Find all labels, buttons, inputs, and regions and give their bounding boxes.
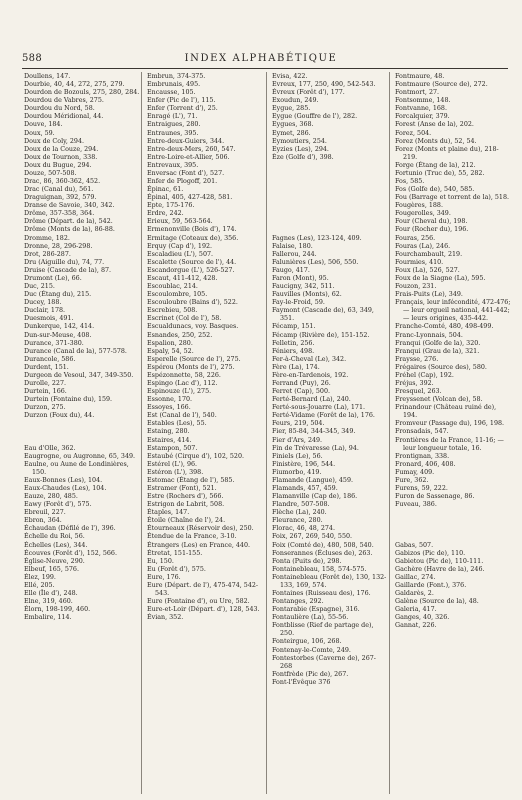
index-entry: Dourdou du Nord, 58. [24, 105, 95, 113]
index-entry: Élez, 199. [24, 573, 56, 581]
index-entry: Evreux, 177, 250, 490, 542-543. [272, 81, 376, 89]
index-entry: Flamande (Langue), 459. [272, 476, 354, 484]
index-entry: Estrigon de Labrit, 508. [147, 501, 225, 509]
index-entry: Fagnes (Les), 123-124, 409. [272, 234, 362, 242]
page-number: 588 [22, 53, 42, 64]
index-entry: Eure-et-Loir (Départ. d'), 128, 543. [147, 606, 260, 614]
index-entry: Enfer de Plogoff, 201. [147, 178, 218, 186]
index-entry: Espérou (Monts de l'), 275. [147, 363, 235, 371]
index-entry: Estérel (L'), 96. [147, 460, 198, 468]
index-entry: Eaulne, ou Aune de Londinières, 150. [24, 460, 129, 476]
index-entry: Espézonnette, 58, 226. [147, 371, 221, 379]
index-entry: Draguignan, 392, 579. [24, 194, 97, 202]
index-entry: Frontignan, 338. [395, 452, 450, 460]
index-entry: Durance (Canal de la), 577-578. [24, 347, 127, 355]
index-entry: Eauze, 280, 485. [24, 493, 78, 501]
index-entry: Durtein (Fontaine du), 159. [24, 396, 113, 404]
index-entry: Dromme, 182. [24, 234, 70, 242]
index-entry: Eyzies (Les), 294. [272, 145, 329, 153]
index-entry: Fonta (Puits de), 298. [272, 557, 342, 565]
index-entry: Entraunes, 395. [147, 129, 199, 137]
index-entry: Fou (Barrage et torrent de la), 518. [395, 194, 510, 202]
index-entry: Évian, 352. [147, 614, 184, 622]
index-entry: Drôme (Monts de la), 86-88. [24, 226, 115, 234]
letter-section-gap [24, 437, 140, 445]
index-entry: Fauvilles (Monts), 62. [272, 291, 342, 299]
letter-section-gap [24, 420, 140, 428]
index-entry: Erieux, 59, 563-564. [147, 218, 213, 226]
index-entry: Dunkerque, 142, 414. [24, 323, 95, 331]
index-entry: Fontmaure, 48. [395, 73, 445, 80]
index-entry: Estampon, 507. [147, 444, 198, 452]
index-entry: Furon de Sassenage, 86. [395, 493, 475, 501]
index-entry: Duc (Étang du), 215. [24, 291, 92, 299]
index-entry: Ferté-sous-Jouarre (La), 171. [272, 404, 366, 412]
index-entry: Ferret (Cap), 500. [272, 388, 330, 396]
index-entry: Esperelle (Source de l'), 275. [147, 355, 241, 363]
index-entry: Fay-le-Froid, 59. [272, 299, 325, 307]
index-entry: Estramer (Font), 521. [147, 484, 217, 492]
index-entry: Français, leur infécondité, 472-476; — leur orgueil national, 441-442; — leurs origines, 435-442. [395, 299, 511, 323]
index-entry: Fure, 362. [395, 476, 429, 484]
index-entry: Drôme, 357-358, 364. [24, 210, 95, 218]
index-entry: Falaise, 180. [272, 242, 313, 250]
index-entry: Fontvanne, 168. [395, 105, 447, 113]
index-entry: Essonne, 170. [147, 396, 193, 404]
letter-section-gap [272, 202, 388, 210]
index-entry: Drac (Canal du), 561. [24, 186, 94, 194]
index-entry: Eymet, 286. [272, 129, 311, 137]
index-entry: Fécamp (Rivière de), 151-152. [272, 331, 370, 339]
index-entry: Escrebieu, 508. [147, 307, 198, 315]
letter-section-gap [395, 517, 511, 525]
index-entry: Epte, 175-176. [147, 202, 195, 210]
index-column-4 [395, 73, 511, 630]
index-entry: Eygue, 285. [272, 105, 311, 113]
index-entry: Frais-Puits (Le), 349. [395, 291, 463, 299]
index-entry: Doux de Tournon, 338. [24, 153, 98, 161]
letter-section-gap [272, 162, 388, 170]
index-entry: Dourdon de Bozouls, 275, 280, 284. [24, 89, 140, 97]
index-entry: Ferrand (Puy), 26. [272, 379, 331, 387]
running-head: INDEX ALPHABÉTIQUE [184, 53, 338, 64]
index-entry: Eaugrogne, ou Augronne, 65, 349. [24, 452, 136, 460]
index-entry: Faugo, 417. [272, 266, 310, 274]
index-entry: Étretat, 151-155. [147, 549, 203, 557]
index-entry: Ganges, 40, 326. [395, 614, 450, 622]
index-entry: Eaux-Chaudes (Les), 104. [24, 484, 107, 492]
letter-section-gap [395, 533, 511, 541]
letter-section-gap [272, 170, 388, 178]
index-entry: Frontières de la France, 11-16; — leur longueur totale, 16. [395, 436, 504, 452]
index-entry: Forge (Étang de la), 212. [395, 161, 476, 169]
index-entry: Fougerolles, 349. [395, 210, 451, 218]
header-rule [22, 68, 508, 69]
index-entry: Eawy (Forêt d'), 575. [24, 501, 92, 509]
index-entry: Escoulombre, 105. [147, 291, 208, 299]
column-separator [389, 72, 390, 794]
index-entry: Ellé, 205. [24, 581, 55, 589]
index-entry: Entre-Loire-et-Allier, 506. [147, 153, 230, 161]
index-entry: Foix (Comté de), 480, 508, 540. [272, 541, 374, 549]
index-entry: Franqui (Golfe de la), 320. [395, 339, 481, 347]
index-entry: Durzon, 275. [24, 404, 66, 412]
index-entry: Espaly, 54, 52. [147, 347, 194, 355]
index-entry: Fécamp, 151. [272, 323, 316, 331]
index-entry: Forez (Monts du), 52, 54. [395, 137, 477, 145]
index-entry: Fier, 85-84, 344-345, 349. [272, 428, 356, 436]
index-entry: Flandre, 507-508. [272, 501, 330, 509]
index-entry: Galdarès, 2. [395, 590, 434, 597]
letter-section-gap [395, 525, 511, 533]
index-entry: Élorn, 198-199, 460. [24, 606, 91, 614]
index-entry: Durzon (Foux du), 44. [24, 412, 95, 420]
index-entry: Frégaires (Source des), 580. [395, 363, 487, 371]
index-entry: Fronard, 406, 408. [395, 460, 456, 468]
index-entry: Èze (Golfe d'), 398. [272, 153, 334, 161]
letter-section-gap [272, 218, 388, 226]
index-entry: Enragé (L'), 71. [147, 113, 198, 121]
index-entry: Fronsadais, 547. [395, 428, 449, 436]
index-entry: Fontblisse (Rief de partage de), 250. [272, 622, 374, 638]
index-entry: Forez, 504. [395, 129, 432, 137]
index-entry: Estaing, 280. [147, 428, 190, 436]
index-entry: Gaillarde (Font.), 376. [395, 581, 467, 589]
index-entry: Estéron (L'), 398. [147, 468, 204, 476]
index-entry: Erdre, 242. [147, 210, 184, 218]
index-entry: Evisa, 422. [272, 73, 308, 80]
index-entry: Eu (Forêt d'), 575. [147, 565, 206, 573]
index-entry: Doux de Coly, 294. [24, 137, 85, 145]
index-entry: Fouras (La), 246. [395, 242, 451, 250]
index-column-3 [272, 73, 388, 687]
index-entry: Franc-Lyonnais, 504. [395, 331, 463, 339]
index-entry: Doux de la Couze, 294. [24, 145, 99, 153]
index-entry: Espingo (Lac d'), 112. [147, 379, 218, 387]
index-entry: Entraigues, 280. [147, 121, 201, 129]
index-entry: Fontaines (Ruisseau des), 176. [272, 590, 371, 597]
index-entry: Étaples, 147. [147, 509, 190, 517]
index-entry: Flèche (La), 240. [272, 509, 327, 517]
index-entry: Franqui (Grau de la), 321. [395, 347, 480, 355]
index-entry: Fréhel (Cap), 192. [395, 371, 454, 379]
index-entry: Fortunio (Truc de), 55, 282. [395, 169, 485, 177]
index-entry: Escualdunacs, voy. Basques. [147, 323, 239, 331]
index-entry: Ermitage (Coteaux de), 356. [147, 234, 239, 242]
index-entry: Ermenonville (Bois d'), 174. [147, 226, 237, 234]
index-entry: Faucigny, 342, 511. [272, 283, 335, 291]
index-entry: Eure (Fontaine d'), ou Ure, 582. [147, 598, 250, 606]
index-entry: Fère (La), 174. [272, 363, 320, 371]
index-entry: Fréjus, 392. [395, 379, 434, 387]
index-entry: Fontfrède (Pic de), 267. [272, 670, 349, 678]
index-entry: Fos, 585. [395, 178, 425, 186]
letter-section-gap [272, 186, 388, 194]
index-entry: Galène (Source de la), 48. [395, 598, 479, 606]
index-entry: Fumay, 409. [395, 468, 435, 476]
index-entry: Durtein, 166. [24, 388, 67, 396]
index-entry: Felletin, 256. [272, 339, 315, 347]
index-entry: Escoublac, 214. [147, 283, 198, 291]
index-entry: Durance, 371-380. [24, 339, 84, 347]
index-entry: Étrangers (Les) en France, 440. [147, 541, 251, 549]
index-entry: Étourneaux (Réservoir des), 250. [147, 525, 254, 533]
index-entry: Fonteirgue, 106, 268. [272, 638, 342, 646]
index-entry: Épinac, 61. [147, 186, 184, 194]
index-entry: Forez (Monts et plaine du), 218-219. [395, 145, 499, 161]
index-entry: Forest (Anse de la), 202. [395, 121, 474, 129]
index-entry: Finistère, 196, 544. [272, 460, 336, 468]
index-entry: Elne, 319, 460. [24, 598, 73, 606]
index-entry: Entre-deux-Guiers, 344. [147, 137, 225, 145]
index-entry: Feurs, 219, 504. [272, 420, 325, 428]
letter-section-gap [24, 428, 140, 436]
index-column-2 [147, 73, 263, 622]
index-entry: Druise (Cascade de la), 87. [24, 266, 112, 274]
letter-section-gap [272, 226, 388, 234]
index-entry: Fontaulière (La), 55-56. [272, 614, 349, 622]
index-entry: Fontenay-le-Comte, 249. [272, 646, 351, 654]
index-entry: Ebreuil, 227. [24, 509, 66, 517]
index-entry: Enfer (Pic de l'), 115. [147, 97, 216, 105]
index-entry: Eygue (Gouffre de l'), 282. [272, 113, 358, 121]
index-entry: Fraysse, 276. [395, 355, 439, 363]
index-entry: Ebron, 364. [24, 517, 62, 525]
index-entry: Fontarabie (Espagne), 316. [272, 606, 360, 614]
index-entry: Fleurance, 280. [272, 517, 323, 525]
index-entry: Elbeuf, 165, 576. [24, 565, 79, 573]
index-entry: Gabas, 507. [395, 541, 434, 549]
index-entry: Escalette (Source de l'), 44. [147, 258, 237, 266]
index-entry: Eure, 176. [147, 573, 181, 581]
index-entry: Entre-deux-Mers, 260, 547. [147, 145, 236, 153]
index-entry: Fresquel, 263. [395, 388, 442, 396]
index-entry: Embalire, 114. [24, 614, 72, 622]
index-entry: Fos (Golfe de), 540, 585. [395, 186, 475, 194]
index-entry: Escaladieu (L'), 507. [147, 250, 214, 258]
index-entry: Font-l'Évêque 376 [272, 678, 331, 686]
index-entry: Foux de la Siagne (La), 595. [395, 274, 486, 282]
index-entry: Esnandes, 250, 252. [147, 331, 213, 339]
index-entry: Dronne, 28, 296-298. [24, 242, 93, 250]
index-entry: Ferté-Bernard (La), 240. [272, 396, 351, 404]
index-entry: Duc, 215. [24, 283, 55, 291]
index-entry: Duclair, 178. [24, 307, 66, 315]
index-entry: Fontainebleau (Forêt de), 130, 132-133, 169, 574. [272, 573, 387, 589]
letter-section-gap [272, 210, 388, 218]
index-entry: Eau d'Olle, 362. [24, 444, 76, 452]
index-entry: Fier d'Ars, 249. [272, 436, 323, 444]
index-entry: Faymont (Cascade de), 63, 349, 351. [272, 307, 374, 323]
index-entry: Estomac (Étang de l'), 585. [147, 476, 235, 484]
index-entry: Église-Neuve, 290. [24, 557, 85, 565]
index-entry: Évreux (Forêt d'), 177. [272, 89, 345, 97]
index-entry: Estables (Les), 55. [147, 420, 207, 428]
index-entry: Gaillac, 274. [395, 573, 436, 581]
index-entry: Escaut, 411-412, 428. [147, 274, 218, 282]
index-entry: Fallerou, 244. [272, 250, 317, 258]
index-entry: Douze, 507-508. [24, 169, 77, 177]
index-entry: Gabietou (Pic de), 110-111. [395, 557, 484, 565]
index-entry: Dru (Aiguille du), 74, 77. [24, 258, 105, 266]
index-entry: Foux (La), 526, 527. [395, 266, 460, 274]
index-entry: Enfer (Torrent d'), 25. [147, 105, 218, 113]
index-entry: Eaux-Bonnes (Les), 104. [24, 476, 103, 484]
index-entry: Galeria, 417. [395, 606, 437, 614]
index-entry: Dourbie, 40, 44, 272, 275, 279. [24, 81, 125, 89]
index-entry: Encausse, 105. [147, 89, 196, 97]
index-entry: Escouloubre (Bains d'), 522. [147, 299, 238, 307]
index-entry: Fouzon, 231. [395, 283, 437, 291]
index-entry: Fontmaure (Source de), 272. [395, 81, 488, 89]
index-entry: Dun-sur-Meuse, 408. [24, 331, 92, 339]
index-entry: Elle (Île d'), 248. [24, 590, 78, 597]
index-entry: Eu, 150. [147, 557, 174, 565]
index-entry: Durgeon de Vesoul, 347, 349-350. [24, 371, 134, 379]
index-entry: Échelle du Roi, 56. [24, 533, 85, 541]
index-entry: Fontmort, 27. [395, 89, 440, 97]
index-entry: Duesmois, 491. [24, 315, 74, 323]
index-entry: Fiumorbo, 419. [272, 468, 322, 476]
index-entry: Espinouze (L'), 275. [147, 388, 212, 396]
index-entry: Forcalquier, 379. [395, 113, 450, 121]
index-entry: Féniers, 498. [272, 347, 315, 355]
index-entry: Gabizos (Pic de), 110. [395, 549, 466, 557]
index-entry: Drac, 86, 360-362, 452. [24, 178, 101, 186]
letter-section-gap [272, 178, 388, 186]
index-entry: Finiels (Le), 56. [272, 452, 323, 460]
index-entry: Gannat, 226. [395, 622, 437, 630]
index-entry: Fontestorbes (Caverne de), 267-268 [272, 654, 376, 670]
letter-section-gap [272, 194, 388, 202]
index-entry: Durancole, 586. [24, 355, 76, 363]
index-entry: Escrinet (Col de l'), 58. [147, 315, 222, 323]
index-entry: Fuveau, 386. [395, 501, 437, 509]
index-entry: Fontainebleau, 158, 574-575. [272, 565, 367, 573]
index-entry: Doux du Bugue, 294. [24, 161, 92, 169]
index-entry: Fontanges, 292. [272, 598, 324, 606]
index-entry: Ducey, 188. [24, 299, 62, 307]
index-entry: Estaires, 414. [147, 436, 192, 444]
index-entry: Freyssenet (Volcan de), 58. [395, 396, 483, 404]
index-entry: Échaudan (Défilé de l'), 396. [24, 525, 116, 533]
index-entry: Four (Rocher du), 196. [395, 226, 469, 234]
index-entry: Furens, 59, 222. [395, 484, 448, 492]
index-entry: Drôme (Départ. de la), 542. [24, 218, 113, 226]
column-separator [141, 72, 142, 794]
index-entry: Franche-Comté, 480, 498-499. [395, 323, 494, 331]
index-entry: Fère-en-Tardenois, 192. [272, 371, 349, 379]
index-entry: Douve, 184. [24, 121, 63, 129]
index-entry: Fontsomme, 148. [395, 97, 451, 105]
index-entry: Durolle, 227. [24, 379, 66, 387]
index-entry: Eure (Départ. de l'), 475-474, 542-543. [147, 581, 259, 597]
index-entry: Fin de Trévaresse (La), 94. [272, 444, 359, 452]
index-entry: Doux, 59. [24, 129, 55, 137]
index-entry: Fromveur (Passage du), 196, 198. [395, 420, 505, 428]
index-entry: Fourmies, 410. [395, 258, 444, 266]
index-entry: Fougères, 188. [395, 202, 443, 210]
index-entry: Four (Cheval du), 198. [395, 218, 468, 226]
letter-section-gap [395, 509, 511, 517]
index-entry: Flamands, 457, 459. [272, 484, 338, 492]
index-entry: Embrunais, 495. [147, 81, 201, 89]
index-entry: Épinal, 405, 427-428, 581. [147, 194, 233, 202]
index-entry: Ferté-Vidame (Forêt de la), 176. [272, 412, 375, 420]
column-separator [266, 72, 267, 794]
index-entry: Fer-à-Cheval (Le), 342. [272, 355, 347, 363]
index-entry: Dranse de Savoie, 340, 342. [24, 202, 115, 210]
index-entry: Fourchambault, 219. [395, 250, 463, 258]
index-entry: Fouras, 256. [395, 234, 436, 242]
index-entry: Entrevaux, 395. [147, 161, 199, 169]
index-entry: Échelles (Les), 344. [24, 541, 88, 549]
index-entry: Fonserannes (Écluses de), 263. [272, 549, 373, 557]
index-entry: Embrun, 374-375. [147, 73, 206, 80]
index-entry: Exoudun, 249. [272, 97, 319, 105]
index-entry: Estre (Rochers d'), 566. [147, 493, 224, 501]
index-entry: Drot, 286-287. [24, 250, 71, 258]
index-entry: Escandorgue (L'), 526-527. [147, 266, 235, 274]
index-entry: Gachère (Havre de la), 246. [395, 565, 485, 573]
index-entry: Espalion, 280. [147, 339, 193, 347]
index-entry: Durdent, 151. [24, 363, 69, 371]
index-entry: Estaubé (Cirque d'), 102, 520. [147, 452, 245, 460]
index-entry: Faron (Mont), 95. [272, 274, 329, 282]
index-entry: Est (Canal de l'), 540. [147, 412, 217, 420]
index-entry: Étoile (Chaîne de l'), 24. [147, 517, 226, 525]
index-entry: Dourdou de Vabres, 275. [24, 97, 104, 105]
index-entry: Eymoutiers, 254. [272, 137, 327, 145]
index-entry: Falunières (Les), 506, 550. [272, 258, 359, 266]
index-entry: Dourdou Méridional, 44. [24, 113, 104, 121]
index-entry: Frinandour (Château ruiné de), 194. [395, 404, 497, 420]
index-entry: Foix, 267, 269, 540, 550. [272, 533, 353, 541]
index-entry: Doullens, 147. [24, 73, 71, 80]
index-entry: Drumont (Le), 66. [24, 274, 82, 282]
index-column-1 [24, 73, 140, 622]
index-entry: Écouves (Forêt d'), 152, 566. [24, 549, 117, 557]
index-entry: Eygues, 368. [272, 121, 314, 129]
index-entry: Étendue de la France, 3-10. [147, 533, 237, 541]
index-entry: Flamanville (Cap de), 186. [272, 493, 358, 501]
index-entry: Enversac (Font d'), 527. [147, 169, 225, 177]
index-entry: Florac, 46, 48, 274. [272, 525, 335, 533]
index-entry: Essoyes, 166. [147, 404, 191, 412]
index-entry: Erquy (Cap d'), 192. [147, 242, 213, 250]
